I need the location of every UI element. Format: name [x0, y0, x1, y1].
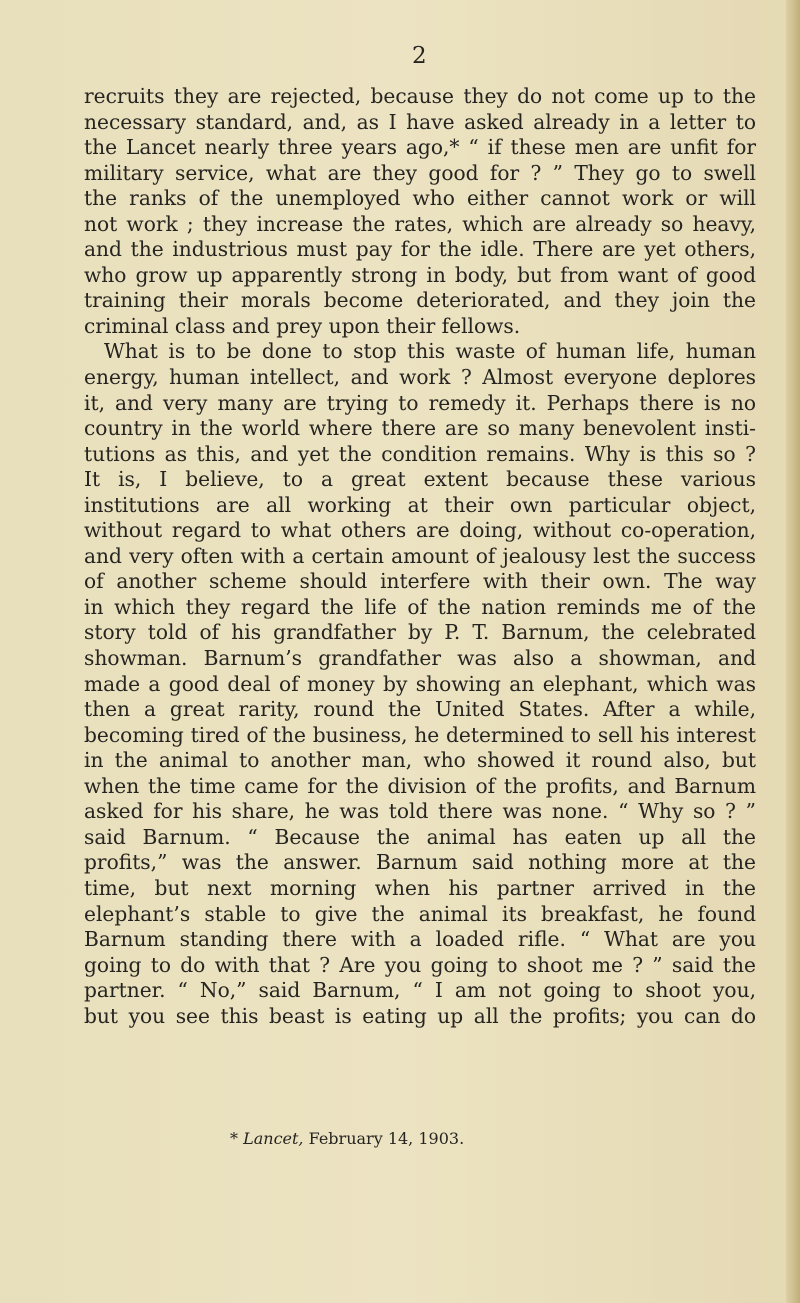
text-line: when the time came for the division of the profits, and Barnum	[84, 773, 756, 798]
text-line: becoming tired of the business, he determined to sell his interest	[84, 722, 756, 747]
text-line: but you see this beast is eating up all the profits; you can do	[84, 1003, 756, 1028]
text-line: institutions are all working at their own particular object,	[84, 492, 756, 517]
text-line: tutions as this, and yet the condition remains. Why is this so ?	[84, 441, 756, 466]
text-line: What is to be done to stop this waste of human life, human	[104, 339, 756, 364]
text-line: military service, what are they good for ? ” They go to swell	[84, 160, 756, 185]
text-line: showman. Barnum’s grandfather was also a showman, and	[84, 646, 756, 671]
text-line: the Lancet nearly three years ago,* “ if these men are unfit for	[84, 135, 756, 160]
text-line: going to do with that ? Are you going to shoot me ? ” said the	[84, 952, 756, 977]
text-line: Barnum standing there with a loaded rifle. “ What are you	[84, 927, 756, 952]
text-line: profits,” was the answer. Barnum said nothing more at the	[84, 850, 756, 875]
body-text	[84, 84, 756, 1029]
footnote-date: February 14, 1903.	[308, 1129, 465, 1148]
text-line: and the industrious must pay for the idle. There are yet others,	[84, 237, 756, 262]
text-line: elephant’s stable to give the animal its breakfast, he found	[84, 901, 756, 926]
text-line: partner. “ No,” said Barnum, “ I am not going to shoot you,	[84, 978, 756, 1003]
text-line: story told of his grandfather by P. T. Barnum, the celebrated	[84, 620, 756, 645]
text-line: asked for his share, he was told there was none. “ Why so ? ”	[84, 799, 756, 824]
footnote-marker: *	[230, 1129, 238, 1148]
text-line: made a good deal of money by showing an elephant, which was	[84, 671, 756, 696]
text-line: in which they regard the life of the nation reminds me of the	[84, 594, 756, 619]
text-line: recruits they are rejected, because they do not come up to the	[84, 84, 756, 108]
text-line: It is, I believe, to a great extent because these various	[84, 467, 756, 492]
footnote-publication: Lancet,	[243, 1129, 304, 1148]
text-line: energy, human intellect, and work ? Almost everyone deplores	[84, 365, 756, 390]
page-edge	[786, 0, 800, 1303]
text-line: in the animal to another man, who showed it round also, but	[84, 748, 756, 773]
text-line: without regard to what others are doing, without co-operation,	[84, 518, 756, 543]
text-line: necessary standard, and, as I have asked already in a letter to	[84, 109, 756, 134]
footnote	[230, 1128, 464, 1150]
text-line: of another scheme should interfere with their own. The way	[84, 569, 756, 594]
text-line: it, and very many are trying to remedy it. Perhaps there is no	[84, 390, 756, 415]
text-line: who grow up apparently strong in body, but from want of good	[84, 262, 756, 287]
text-line: training their morals become deteriorated, and they join the	[84, 288, 756, 313]
text-line: and very often with a certain amount of jealousy lest the success	[84, 543, 756, 568]
text-line: not work ; they increase the rates, which are already so heavy,	[84, 211, 756, 236]
text-line: time, but next morning when his partner arrived in the	[84, 875, 756, 900]
text-line: criminal class and prey upon their fellows.	[84, 313, 521, 338]
page-number: 2	[412, 43, 427, 69]
text-line: country in the world where there are so many benevolent insti-	[84, 416, 756, 441]
text-line: the ranks of the unemployed who either cannot work or will	[84, 186, 756, 211]
text-line: then a great rarity, round the United States. After a while,	[84, 697, 756, 722]
text-line: said Barnum. “ Because the animal has eaten up all the	[84, 824, 756, 849]
